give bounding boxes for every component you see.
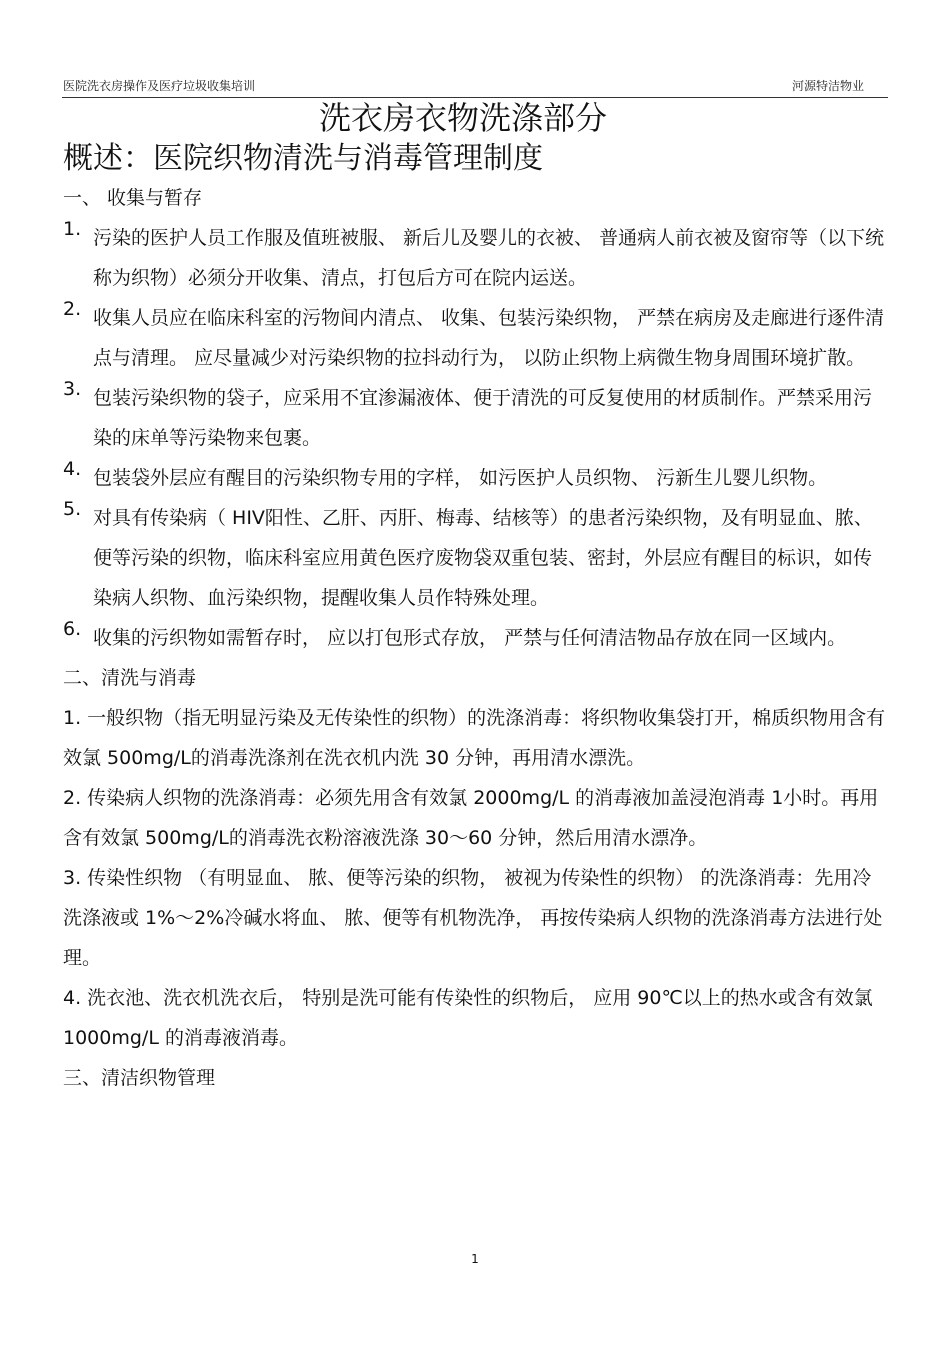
list-item	[63, 378, 889, 458]
header-left: 医院洗衣房操作及医疗垃圾收集培训	[63, 79, 256, 93]
list-item	[63, 498, 889, 618]
list-number: 1.	[63, 218, 82, 240]
paragraph: 3. 传染性织物 （有明显血、 脓、便等污染的织物， 被视为传染性的织物） 的洗涤消毒：先用冷洗涤液或 1%～2%冷碱水将血、 脓、便等有机物洗净， 再按传染病人织物的洗涤消毒方法进行处理。	[63, 867, 883, 969]
list-number: 2.	[63, 298, 82, 320]
paragraph: 2. 传染病人织物的洗涤消毒：必须先用含有效氯 2000mg/L 的消毒液加盖浸泡消毒 1小时。再用含有效氯 500mg/L的消毒洗衣粉溶液洗涤 30～60 分钟，然后用清水漂净。	[63, 787, 879, 849]
header-right: 河源特洁物业	[791, 79, 864, 93]
list-text: 包装袋外层应有醒目的污染织物专用的字样， 如污医护人员织物、 污新生儿婴儿织物。	[93, 467, 828, 489]
list-item	[63, 458, 889, 498]
list-number: 4.	[63, 458, 82, 480]
list-number: 5.	[63, 498, 82, 520]
list-text: 污染的医护人员工作服及值班被服、 新后儿及婴儿的衣被、 普通病人前衣被及窗帘等（以下统称为织物）必须分开收集、清点，打包后方可在院内运送。	[93, 227, 885, 289]
list-text: 收集人员应在临床科室的污物间内清点、 收集、包装污染织物， 严禁在病房及走廊进行逐件清点与清理。 应尽量减少对污染织物的拉抖动行为， 以防止织物上病微生物身周围环境扩散。	[93, 307, 885, 369]
paragraph: 4. 洗衣池、洗衣机洗衣后， 特别是洗可能有传染性的织物后， 应用 90℃以上的热水或含有效氯 1000mg/L 的消毒液消毒。	[63, 987, 873, 1049]
section-heading-washing: 二、清洗与消毒	[63, 667, 197, 689]
paragraph: 1. 一般织物（指无明显污染及无传染性的织物）的洗涤消毒：将织物收集袋打开，棉质织物用含有效氯 500mg/L的消毒洗涤剂在洗衣机内洗 30 分钟，再用清水漂洗。	[63, 707, 886, 769]
list-item	[63, 218, 889, 298]
list-text: 收集的污织物如需暂存时， 应以打包形式存放， 严禁与任何清洁物品存放在同一区域内。	[93, 627, 847, 649]
list-number: 3.	[63, 378, 82, 400]
document-subtitle: 概述：医院织物清洗与消毒管理制度	[63, 141, 543, 176]
document-body	[63, 178, 889, 1098]
list-number: 6.	[63, 618, 82, 640]
list-item	[63, 618, 889, 658]
list-text: 对具有传染病（ HIV阳性、乙肝、丙肝、梅毒、结核等）的患者污染织物，及有明显血、脓、便等污染的织物，临床科室应用黄色医疗废物袋双重包装、密封，外层应有醒目的标识，如传染病人织物、血污染织物，提醒收集人员作特殊处理。	[93, 507, 873, 609]
document-title: 洗衣房衣物洗涤部分	[318, 99, 607, 137]
section-heading-clean-linen: 三、清洁织物管理	[63, 1067, 216, 1089]
list-item	[63, 298, 889, 378]
list-text: 包装污染织物的袋子，应采用不宜渗漏液体、便于清洗的可反复使用的材质制作。严禁采用污染的床单等污染物来包裹。	[93, 387, 873, 449]
section-heading-collection: 一、 收集与暂存	[63, 187, 203, 209]
page-number: 1	[471, 1252, 479, 1266]
